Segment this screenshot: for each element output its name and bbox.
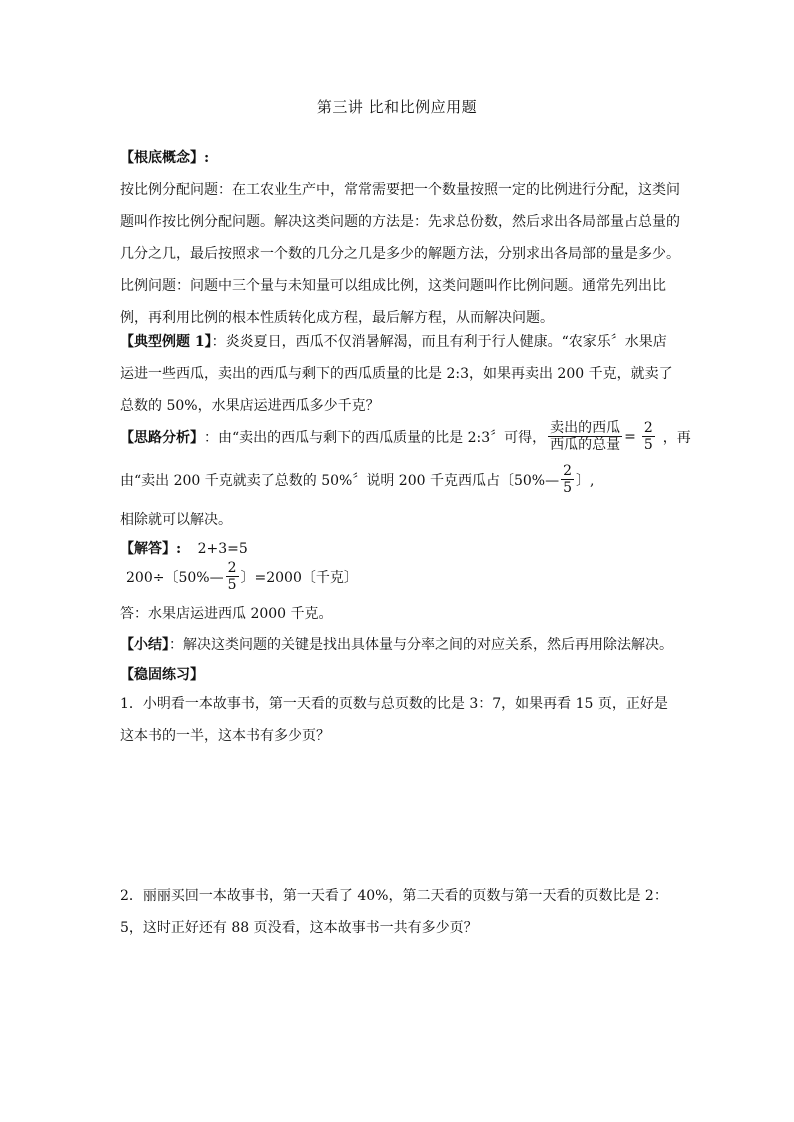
- summary-text: ：解决这类问题的关键是找出具体量与分率之间的对应关系，然后再用除法解决。: [169, 637, 673, 653]
- practice-heading-text: 【稳固练习】: [120, 667, 204, 683]
- fraction-two-fifths: [226, 560, 239, 593]
- concept-heading: 【根底概念】:: [120, 150, 210, 166]
- analysis-part-1: ：由“卖出的西瓜与剩下的西瓜质量的比是 2:3〞可得，: [204, 429, 547, 446]
- analysis-line-2: [120, 463, 594, 496]
- page-title: 第三讲 比和比例应用题: [316, 98, 478, 116]
- analysis-heading: 【思路分析】: [120, 429, 204, 446]
- fraction-two-fifths: [561, 463, 574, 496]
- fraction-denominator: 西瓜的总量: [550, 437, 621, 453]
- fraction-denominator: 5: [563, 480, 573, 496]
- answer-line-2: [126, 560, 358, 593]
- analysis-line-2b: 〕,: [576, 472, 595, 489]
- concept-paragraph-2: 比例问题：问题中三个量与未知量可以组成比例，这类问题叫作比例问题。通常先列出比例，再利用比例的根本性质转化成方程，最后解方程，从而解决问题。: [120, 278, 666, 326]
- analysis-line-3: 相除就可以解决。: [120, 512, 232, 528]
- analysis-line-1: [120, 420, 691, 453]
- answer-step-1: 2+3=5: [197, 541, 248, 557]
- fraction-numerator: 2: [563, 463, 573, 479]
- fraction-denominator: 5: [227, 577, 237, 593]
- fraction-numerator: 2: [643, 420, 653, 436]
- example-text: ：炎炎夏日，西瓜不仅消暑解渴，而且有利于行人健康。“农家乐〞水果店运进一些西瓜，卖出的西瓜与剩下的西瓜质量的比是 2:3，如果再卖出 200 千克，就卖了总数的 50%，水果店运进西瓜多少千克？: [120, 334, 673, 414]
- concept-paragraph-1: 按比例分配问题：在工农业生产中，常常需要把一个数量按照一定的比例进行分配，这类问题叫作按比例分配问题。解决这类问题的方法是：先求总份数，然后求出各局部量占总量的几分之几，最后按照求一个数的几分之几是多少的解题方法，分别求出各局部的量是多少。: [120, 182, 680, 262]
- analysis-part-2: ，再: [662, 429, 691, 446]
- analysis-line-2a: 由“卖出 200 千克就卖了总数的 50%〞说明 200 千克西瓜占〔50%—: [120, 472, 560, 489]
- fraction-two-fifths: [642, 420, 655, 453]
- fraction-denominator: 5: [643, 437, 653, 453]
- answer-heading: 【解答】:: [120, 541, 182, 557]
- practice-question-1: 1．小明看一本故事书，第一天看的页数与总页数的比是 3：7，如果再看 15 页，正好是这本书的一半，这本书有多少页？: [120, 696, 668, 744]
- fraction-numerator: 卖出的西瓜: [550, 420, 621, 436]
- summary-heading: 【小结】: [120, 637, 169, 653]
- example-heading: 【典型例题 1】: [120, 334, 212, 350]
- concept-section: [120, 142, 680, 334]
- answer-final: 答：水果店运进西瓜 2000 千克。: [120, 606, 333, 622]
- answer-step-2b: 〕=2000〔千克〕: [240, 569, 358, 586]
- answer-line-1: [120, 538, 248, 558]
- fraction-numerator: 2: [227, 560, 237, 576]
- answer-step-2a: 200÷〔50%—: [126, 569, 224, 586]
- fraction-sold-over-total: [548, 420, 622, 453]
- equals-sign: =: [624, 428, 636, 445]
- practice-question-2: 2．丽丽买回一本故事书，第一天看了 40%，第二天看的页数与第一天看的页数比是 2：5，这时正好还有 88 页没看，这本故事书一共有多少页？: [120, 888, 668, 936]
- example-section: [120, 326, 680, 422]
- summary-line: [120, 634, 673, 654]
- practice-heading: [120, 664, 204, 684]
